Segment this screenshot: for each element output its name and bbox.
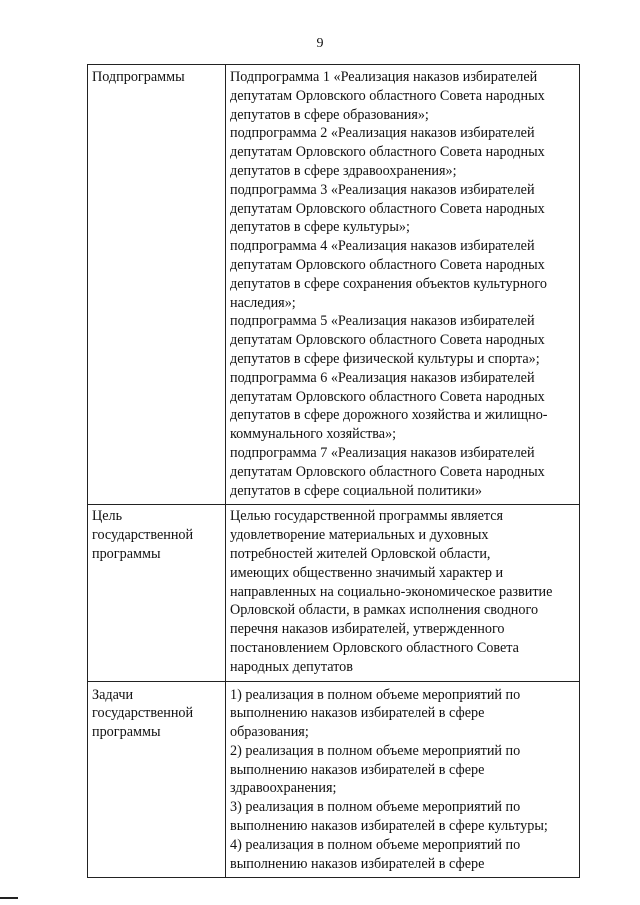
content-line: подпрограмма 2 «Реализация наказов избирателей: [230, 125, 535, 142]
row-label-subprograms: [88, 65, 226, 505]
content-line: народных депутатов: [230, 658, 353, 675]
label-line: Подпрограммы: [92, 69, 185, 85]
content-line: выполнению наказов избирателей в сфере: [230, 761, 485, 778]
table-row-program-goal: [88, 505, 580, 681]
content-line: 4) реализация в полном объеме мероприятий по: [230, 836, 521, 853]
content-line: депутатам Орловского областного Совета народных: [230, 332, 545, 349]
content-line: депутатам Орловского областного Совета народных: [230, 200, 545, 217]
row-content-subprograms: [226, 65, 580, 505]
content-line: 2) реализация в полном объеме мероприятий по: [230, 742, 521, 759]
content-line: 3) реализация в полном объеме мероприятий по: [230, 799, 521, 816]
content-line: подпрограмма 6 «Реализация наказов избирателей: [230, 369, 535, 386]
content-line: подпрограмма 3 «Реализация наказов избирателей: [230, 181, 535, 198]
content-line: подпрограмма 5 «Реализация наказов избирателей: [230, 313, 535, 330]
content-line: Подпрограмма 1 «Реализация наказов избирателей: [230, 69, 538, 85]
content-line: депутатов в сфере дорожного хозяйства и жилищно-: [230, 407, 548, 424]
content-line: выполнению наказов избирателей в сфере культуры;: [230, 818, 548, 835]
row-label-program-goal: [88, 505, 226, 681]
content-line: направленных на социально-экономическое развитие: [230, 583, 553, 600]
page-corner-mark: [0, 897, 18, 899]
content-line: депутатам Орловского областного Совета народных: [230, 87, 545, 104]
content-line: коммунального хозяйства»;: [230, 426, 397, 443]
label-line: программы: [92, 724, 161, 741]
row-content-program-tasks: [226, 681, 580, 878]
content-line: депутатам Орловского областного Совета народных: [230, 388, 545, 405]
label-line: государственной: [92, 705, 194, 722]
content-line: здравоохранения;: [230, 780, 337, 797]
content-line: депутатам Орловского областного Совета народных: [230, 256, 545, 273]
row-content-program-goal: [226, 505, 580, 681]
content-line: потребностей жителей Орловской области,: [230, 545, 491, 562]
label-line: Цель: [92, 508, 123, 525]
content-line: депутатов в сфере образования»;: [230, 106, 429, 123]
content-line: депутатов в сфере сохранения объектов культурного: [230, 275, 547, 292]
content-line: Целью государственной программы является: [230, 508, 504, 525]
content-line: имеющих общественно значимый характер и: [230, 564, 504, 581]
content-line: образования;: [230, 724, 309, 741]
label-line: программы: [92, 545, 161, 562]
row-label-program-tasks: [88, 681, 226, 878]
page-number: 9: [316, 36, 324, 51]
content-line: выполнению наказов избирателей в сфере: [230, 705, 485, 722]
label-line: государственной: [92, 527, 194, 544]
label-line: Задачи: [92, 686, 134, 703]
content-line: депутатов в сфере физической культуры и спорта»;: [230, 350, 540, 367]
content-line: Орловской области, в рамках исполнения сводного: [230, 602, 539, 619]
content-line: депутатов в сфере социальной политики»: [230, 482, 482, 499]
content-line: постановлением Орловского областного Совета: [230, 639, 519, 656]
content-line: депутатов в сфере здравоохранения»;: [230, 162, 457, 179]
table-row-program-tasks: [88, 681, 580, 878]
content-line: депутатам Орловского областного Совета народных: [230, 144, 545, 161]
content-line: 1) реализация в полном объеме мероприятий по: [230, 686, 521, 703]
content-line: удовлетворение материальных и духовных: [230, 527, 489, 544]
content-line: подпрограмма 7 «Реализация наказов избирателей: [230, 444, 535, 461]
content-line: подпрограмма 4 «Реализация наказов избирателей: [230, 238, 535, 255]
content-line: выполнению наказов избирателей в сфере: [230, 855, 485, 872]
content-line: наследия»;: [230, 294, 296, 311]
content-line: депутатам Орловского областного Совета народных: [230, 463, 545, 480]
table-row-subprograms: [88, 65, 580, 505]
content-line: депутатов в сфере культуры»;: [230, 219, 410, 236]
content-line: перечня наказов избирателей, утвержденного: [230, 621, 505, 638]
program-passport-table: [87, 64, 580, 878]
